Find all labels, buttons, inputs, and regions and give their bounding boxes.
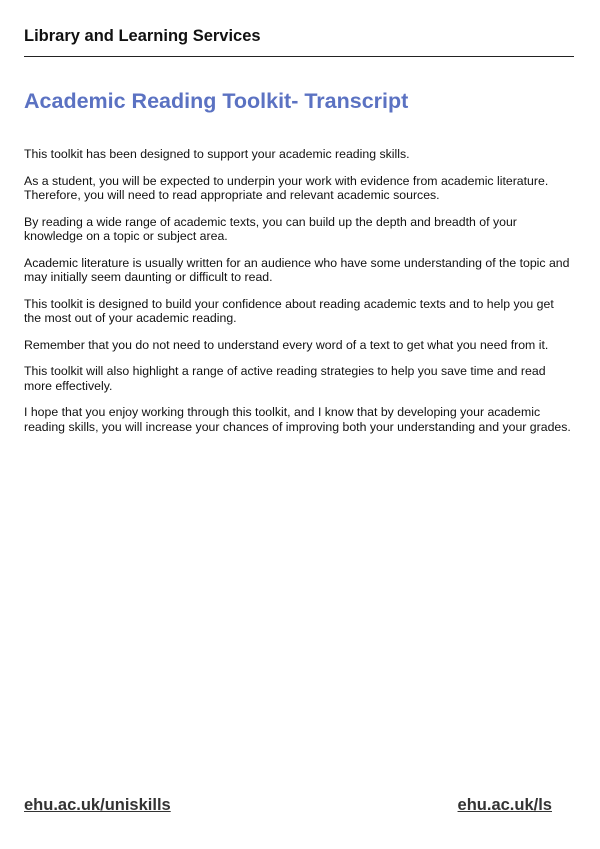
paragraph: This toolkit will also highlight a range of active reading strategies to help you save time and read more effectively. (24, 364, 546, 393)
paragraph: I hope that you enjoy working through this toolkit, and I know that by developing your academic reading skills, you will increase your chances of improving both your understanding and your grades. (24, 405, 571, 434)
header-divider (24, 56, 574, 57)
paragraph: Remember that you do not need to understand every word of a text to get what you need from it. (24, 337, 549, 352)
page-header (24, 25, 574, 47)
document-body (24, 147, 574, 446)
paragraph: By reading a wide range of academic texts, you can build up the depth and breadth of your knowledge on a topic or subject area. (24, 214, 517, 243)
header-title: Library and Learning Services (24, 27, 261, 45)
library-services-link[interactable]: ehu.ac.uk/ls (457, 796, 552, 814)
paragraph: As a student, you will be expected to underpin your work with evidence from academic literature. Therefore, you will need to read appropriate and relevant academic sources. (24, 173, 549, 202)
page-footer (24, 795, 552, 817)
document-title: Academic Reading Toolkit- Transcript (24, 89, 409, 113)
paragraph: This toolkit has been designed to support your academic reading skills. (24, 147, 410, 161)
uniskills-link[interactable]: ehu.ac.uk/uniskills (24, 796, 171, 814)
paragraph: This toolkit is designed to build your confidence about reading academic texts and to help you get the most out of your academic reading. (24, 296, 554, 325)
paragraph: Academic literature is usually written for an audience who have some understanding of the topic and may initially seem daunting or difficult to read. (24, 255, 570, 284)
